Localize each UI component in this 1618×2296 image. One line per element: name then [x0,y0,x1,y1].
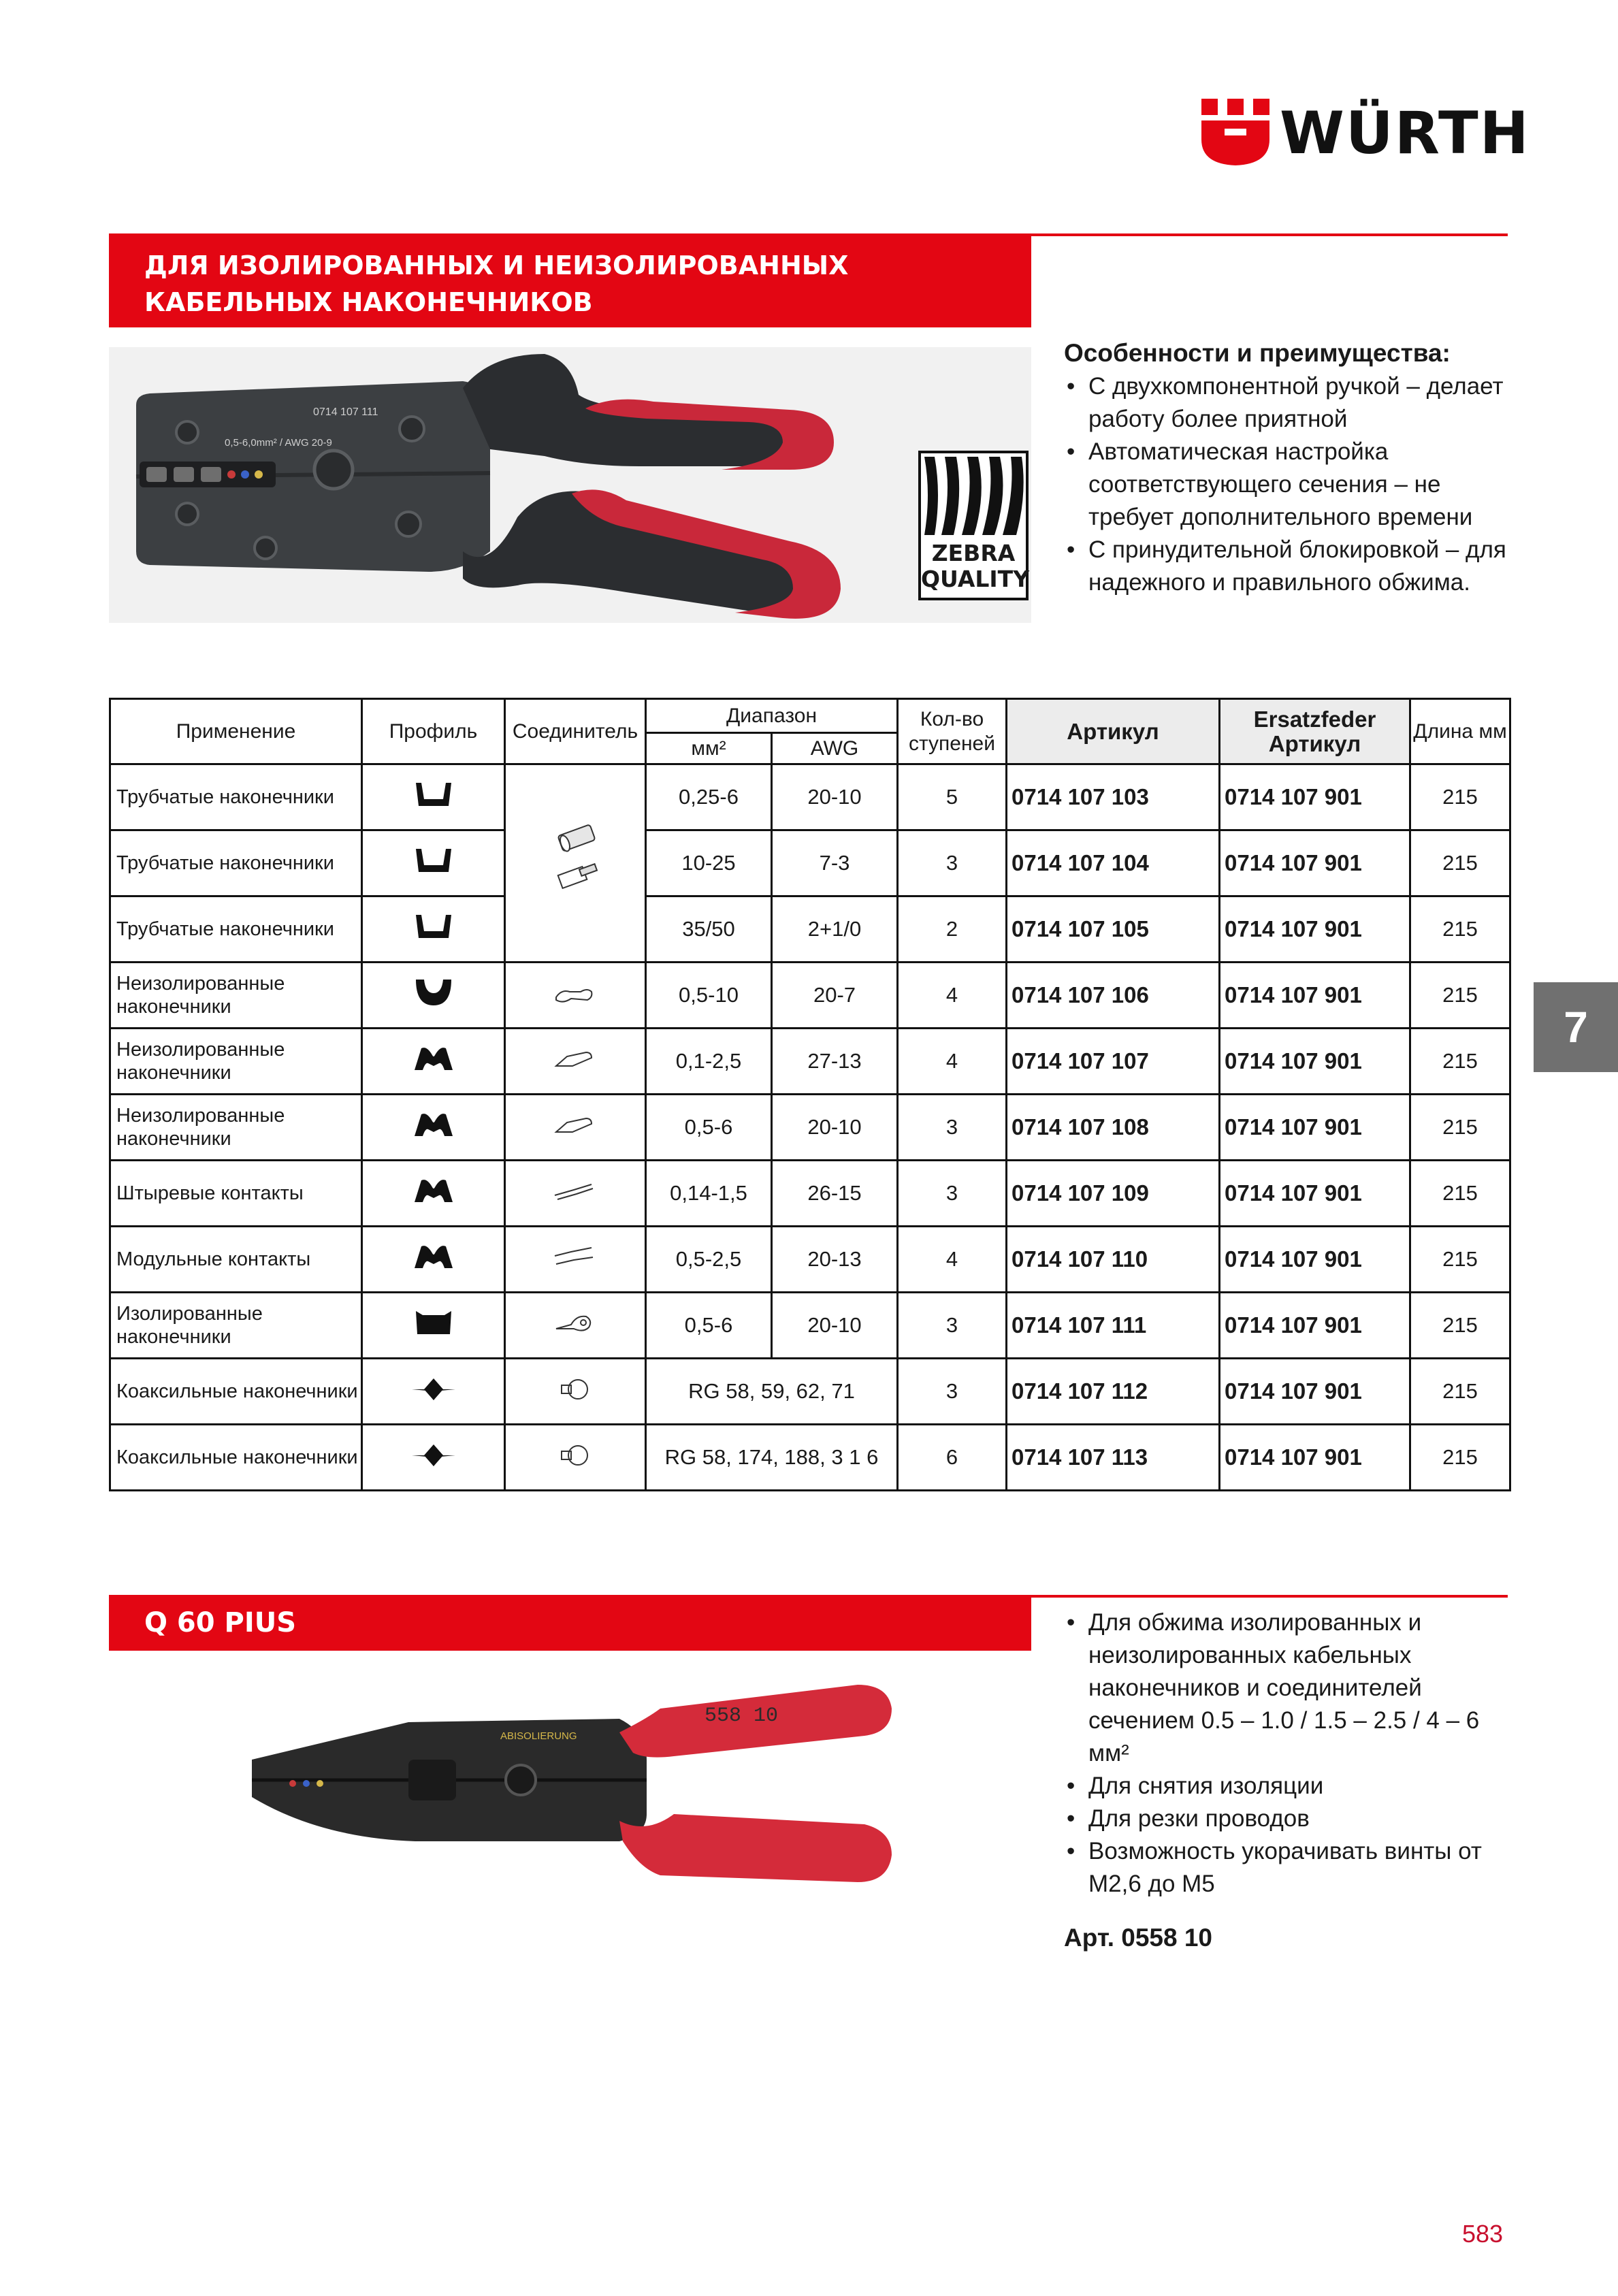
cell-spring-article: 0714 107 901 [1220,764,1410,830]
cell-length: 215 [1410,1227,1510,1293]
cell-awg: 27-13 [772,1029,898,1095]
cell-spring-article: 0714 107 901 [1220,1161,1410,1227]
crimping-pliers-photo [109,347,1031,623]
section-title-q60: Q 60 PIUS [109,1595,1031,1651]
table-row [110,830,1510,896]
table-row [110,1161,1510,1227]
cell-steps: 6 [898,1425,1007,1491]
header-steps: Кол-во ступеней [898,699,1007,764]
cell-length: 215 [1410,830,1510,896]
badge-line2: QUALITY [921,566,1030,592]
cell-mm2: 35/50 [646,896,772,963]
cell-steps: 3 [898,1359,1007,1425]
tube-crimp-profile-icon [412,779,455,810]
cell-length: 215 [1410,764,1510,830]
cell-awg: 7-3 [772,830,898,896]
connector-icon [553,1175,597,1206]
features-heading: Особенности и преимущества: [1064,339,1451,367]
cell-spring-article: 0714 107 901 [1220,896,1410,963]
cell-application: Коаксильные наконечники [110,1425,362,1491]
section-rule [1031,1595,1508,1598]
feature-item: • Для резки проводов [1064,1802,1500,1835]
chapter-tab: 7 [1534,982,1618,1072]
cell-length: 215 [1410,1095,1510,1161]
table-row [110,963,1510,1029]
spec-table [109,698,1511,1491]
cell-awg: 20-10 [772,1095,898,1161]
cell-mm2: 0,25-6 [646,764,772,830]
b-crimp-profile-icon [412,1043,455,1074]
tube-connector-icon [545,816,606,905]
cell-application: Неизолированные наконечники [110,1029,362,1095]
cell-length: 215 [1410,1029,1510,1095]
feature-item: • С принудительной блокировкой – для надежного и правильного обжима. [1064,534,1513,599]
cell-spring-article: 0714 107 901 [1220,1029,1410,1095]
cell-mm2: 0,5-2,5 [646,1227,772,1293]
cell-awg: 20-13 [772,1227,898,1293]
insulated-crimp-profile-icon [412,1307,455,1338]
cell-steps: 4 [898,1227,1007,1293]
zebra-quality-badge [918,451,1029,600]
q60-pliers-photo [238,1678,902,1903]
cell-mm2: 0,1-2,5 [646,1029,772,1095]
cell-length: 215 [1410,1161,1510,1227]
zebra-stripes-icon [921,453,1026,538]
cell-spring-article: 0714 107 901 [1220,1293,1410,1359]
cell-spring-article: 0714 107 901 [1220,1425,1410,1491]
cell-application: Трубчатые наконечники [110,896,362,963]
table-row [110,896,1510,963]
header-spring [1220,699,1410,764]
badge-line1: ZEBRA [931,540,1016,566]
table-row [110,1227,1510,1293]
cell-article: 0714 107 103 [1007,764,1220,830]
cell-profile [362,896,505,963]
connector-icon [553,977,597,1008]
cell-article: 0714 107 111 [1007,1293,1220,1359]
cell-length: 215 [1410,963,1510,1029]
tool-range-label: 0,5-6,0mm² / AWG 20-9 [225,437,332,449]
cell-range: RG 58, 59, 62, 71 [646,1359,898,1425]
b-crimp-profile-icon [412,1175,455,1206]
cell-article: 0714 107 105 [1007,896,1220,963]
cell-steps: 3 [898,1161,1007,1227]
feature-item: • С двухкомпонентной ручкой – делает работу более приятной [1064,370,1513,436]
cell-profile [362,1227,505,1293]
article-number: Арт. 0558 10 [1064,1924,1213,1952]
cell-connector [505,1359,646,1425]
cell-profile [362,1359,505,1425]
table-row [110,1425,1510,1491]
cell-application: Штыревые контакты [110,1161,362,1227]
cell-spring-article: 0714 107 901 [1220,830,1410,896]
tool-model-label: 0714 107 111 [313,406,378,418]
features-block [1064,339,1513,599]
tool-model-label: 558 10 [705,1704,779,1728]
cell-profile [362,963,505,1029]
cell-connector [505,963,646,1029]
header-article: Артикул [1007,699,1220,764]
cell-application: Неизолированные наконечники [110,1095,362,1161]
cell-length: 215 [1410,896,1510,963]
cell-awg: 20-10 [772,764,898,830]
cell-mm2: 0,5-10 [646,963,772,1029]
cell-steps: 3 [898,1293,1007,1359]
cell-article: 0714 107 113 [1007,1425,1220,1491]
header-awg: AWG [772,733,898,764]
page-number: 583 [1462,2220,1504,2248]
cell-steps: 3 [898,830,1007,896]
cell-spring-article: 0714 107 901 [1220,1227,1410,1293]
feature-item: • Автоматическая настройка соответствующего сечения – не требует дополнительного времени [1064,436,1513,534]
brand-name: WÜRTH [1280,99,1530,167]
connector-icon [553,1439,597,1470]
cell-steps: 5 [898,764,1007,830]
cell-range: RG 58, 174, 188, 3 1 6 [646,1425,898,1491]
header-mm2: мм² [646,733,772,764]
cell-awg: 20-10 [772,1293,898,1359]
section-rule [1031,233,1508,236]
b-crimp-profile-icon [412,1241,455,1272]
tube-crimp-profile-icon [412,911,455,942]
cell-application: Трубчатые наконечники [110,764,362,830]
cell-length: 215 [1410,1359,1510,1425]
cell-application: Неизолированные наконечники [110,963,362,1029]
table-row [110,1095,1510,1161]
cell-mm2: 0,5-6 [646,1095,772,1161]
cell-article: 0714 107 107 [1007,1029,1220,1095]
feature-item: • Для обжима изолированных и неизолированных кабельных наконечников и соединителей сечением 0.5 – 1.0 / 1.5 – 2.5 / 4 – 6 мм² [1064,1606,1500,1770]
header-spring-line1: Ersatzfeder [1253,706,1376,732]
cell-connector [505,1095,646,1161]
crimping-pliers-illustration [109,347,1031,623]
cell-profile [362,1425,505,1491]
cell-mm2: 0,14-1,5 [646,1161,772,1227]
cell-article: 0714 107 112 [1007,1359,1220,1425]
brand-logo [1201,99,1530,167]
cell-spring-article: 0714 107 901 [1220,963,1410,1029]
wurth-logo-icon [1201,99,1269,167]
u-crimp-profile-icon [412,977,455,1008]
cell-length: 215 [1410,1425,1510,1491]
q60-pliers-illustration [238,1678,902,1903]
cell-article: 0714 107 104 [1007,830,1220,896]
feature-item: • Возможность укорачивать винты от М2,6 до М5 [1064,1835,1500,1901]
cell-spring-article: 0714 107 901 [1220,1095,1410,1161]
tube-crimp-profile-icon [412,845,455,876]
cell-article: 0714 107 109 [1007,1161,1220,1227]
cell-spring-article: 0714 107 901 [1220,1359,1410,1425]
cell-application: Трубчатые наконечники [110,830,362,896]
cell-length: 215 [1410,1293,1510,1359]
table-row [110,1293,1510,1359]
header-length: Длина мм [1410,699,1510,764]
table-row [110,764,1510,830]
cell-article: 0714 107 106 [1007,963,1220,1029]
cell-article: 0714 107 108 [1007,1095,1220,1161]
cell-article: 0714 107 110 [1007,1227,1220,1293]
cell-application: Модульные контакты [110,1227,362,1293]
connector-icon [553,1373,597,1404]
cell-awg: 20-7 [772,963,898,1029]
cell-profile [362,1161,505,1227]
header-connector: Соединитель [505,699,646,764]
header-range: Диапазон [646,699,898,733]
cell-connector [505,1161,646,1227]
feature-item: • Для снятия изоляции [1064,1770,1500,1802]
cell-steps: 3 [898,1095,1007,1161]
cell-application: Коаксильные наконечники [110,1359,362,1425]
cell-awg: 2+1/0 [772,896,898,963]
header-profile: Профиль [362,699,505,764]
table-row [110,1029,1510,1095]
header-spring-line2: Артикул [1268,730,1361,756]
cell-connector [505,1425,646,1491]
cell-mm2: 10-25 [646,830,772,896]
cell-awg: 26-15 [772,1161,898,1227]
cell-connector [505,1293,646,1359]
cell-mm2: 0,5-6 [646,1293,772,1359]
connector-icon [553,1043,597,1074]
cell-profile [362,830,505,896]
cell-profile [362,1029,505,1095]
hex-crimp-profile-icon [412,1373,455,1404]
cell-connector [505,1227,646,1293]
connector-icon [553,1241,597,1272]
cell-steps: 4 [898,1029,1007,1095]
hex-crimp-profile-icon [412,1439,455,1470]
section-title-crimping-pliers: ДЛЯ ИЗОЛИРОВАННЫХ И НЕИЗОЛИРОВАННЫХ КАБЕЛЬНЫХ НАКОНЕЧНИКОВ [109,233,1031,327]
cell-profile [362,1293,505,1359]
table-row [110,1359,1510,1425]
cell-profile [362,764,505,830]
cell-steps: 4 [898,963,1007,1029]
q60-features-block [1064,1606,1500,1952]
connector-icon [553,1307,597,1338]
b-crimp-profile-icon [412,1109,455,1140]
cell-connector [505,1029,646,1095]
strip-label: ABISOLIERUNG [500,1730,577,1742]
cell-profile [362,1095,505,1161]
cell-connector [505,764,646,963]
header-application: Применение [110,699,362,764]
cell-application: Изолированные наконечники [110,1293,362,1359]
cell-steps: 2 [898,896,1007,963]
connector-icon [553,1109,597,1140]
